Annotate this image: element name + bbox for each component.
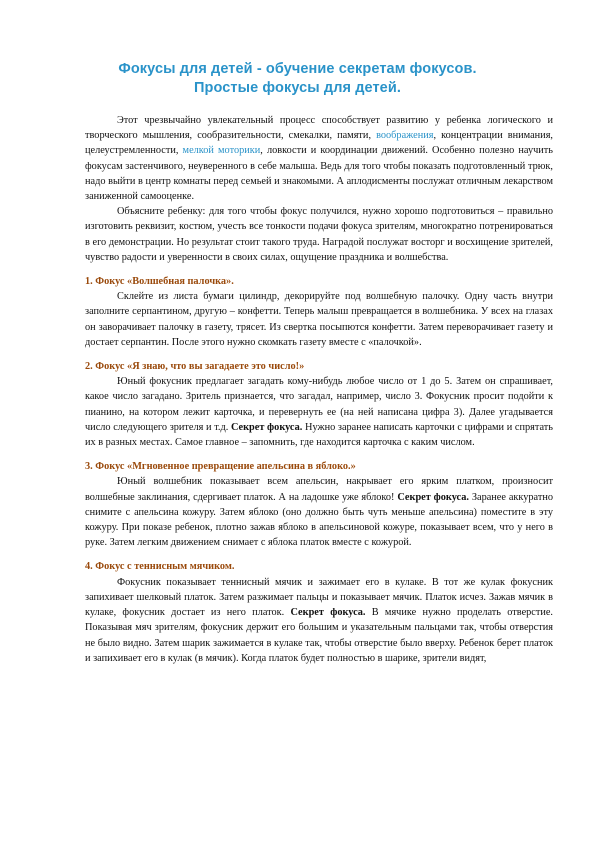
section-2-secret: Секрет фокуса.: [230, 421, 303, 433]
section-2-text-a: Юный фокусник предлагает загадать кому-нибудь любое число от 1 до 5. Затем он спрашивает, какое число загадано. Зритель признается, что загадал, например, число 3. Фокусник просит подойти к пианино, на котором лежит карточка, и перевернуть ее (на ней написана цифра 3). Далее угадывается число следующего зрителя и т.д.: [85, 376, 553, 433]
section-4-secret: Секрет фокуса.: [290, 607, 366, 619]
intro-text-3: , ловкости и координации движений. Особенно полезно научить фокусам застенчивого, неуверенного в себе малыша. Ведь для того чтобы показать подготовленный трюк, надо выйти в центр комнаты перед семьей и знакомыми. А аплодисменты послужат отличным лекарством заниженной самооценке.: [85, 145, 553, 203]
section-paragraph-3: [85, 474, 553, 550]
section-paragraph-2: [85, 374, 553, 450]
section-heading-3: 3. Фокус «Мгновенное превращение апельсина в яблоко.»: [85, 461, 356, 473]
intro-text-1: Этот чрезвычайно увлекательный процесс способствует развитию у ребенка логического и творческого мышления, сообразительности, смекалки, памяти,: [85, 115, 553, 142]
section-1-text: Склейте из листа бумаги цилиндр, декорируйте под волшебную палочку. Одну часть внутри заполните серпантином, другую – конфетти. Теперь малыш превращается в волшебника. У всех на глазах он заворачивает палочку в газету, трясет. Из свертка посыпются конфетти. Затем переворачивает газету и достает серпантин. После этого нужно скомкать газету вместе с «палочкой».: [85, 291, 553, 348]
intro-paragraph-1: [85, 113, 553, 204]
intro-paragraph-2: Объясните ребенку: для того чтобы фокус получился, нужно хорошо подготовиться – правильно изготовить реквизит, костюм, учесть все тонкости подачи фокуса зрителям, многократно потренироваться в его демонстрации. Но результат стоит такого труда. Наградой послужат восторг и восхищение зрителей, чувство радости и уверенности в своих силах, ощущение праздника и волшебства.: [85, 206, 553, 263]
section-2-text-b: Нужно заранее написать карточки с цифрами и спрятать их в разных местах. Самое главное – запомнить, где находится карточка с каким числом.: [85, 421, 553, 449]
section-3-text-b: Заранее аккуратно снимите с апельсина кожуру. Затем яблоко (оно должно быть чуть меньше апельсина) поместите в эту кожуру. При показе ребенок, плотно зажав яблоко в апельсиновой кожуре, показывает всем, что у него в руке. Затем легким движением снимает с яблока платок вместе с кожурой.: [85, 491, 554, 549]
section-paragraph-4: [85, 575, 553, 666]
intro-text-2: , концентрации внимания, целеустремленности,: [85, 130, 554, 157]
page-title: [60, 60, 535, 98]
article-body: [85, 113, 553, 666]
title-line-2: Простые фокусы для детей.: [194, 80, 401, 96]
title-line-1: Фокусы для детей - обучение секретам фокусов.: [118, 61, 477, 77]
section-paragraph-1: [85, 289, 553, 350]
section-heading-4: 4. Фокус с теннисным мячиком.: [85, 561, 235, 573]
section-3-secret: Секрет фокуса.: [397, 491, 469, 503]
section-3-text-a: Юный волшебник показывает всем апельсин, накрывает его ярким платком, произносит волшебные заклинания, сдергивает платок. А на ладошке уже яблоко!: [85, 476, 553, 503]
section-4-text-a: Фокусник показывает теннисный мячик и зажимает его в кулаке. В тот же кулак фокусник запихивает шелковый платок. Затем разжимает пальцы и показывает мячик. Платок исчез. Зажав мячик в кулаке, фокусник достает из него платок.: [85, 576, 553, 619]
link-fine-motor[interactable]: мелкой моторики: [182, 145, 261, 157]
section-heading-1: 1. Фокус «Волшебная палочка».: [85, 276, 234, 288]
section-4-text-b: В мячике нужно проделать отверстие. Показывая мяч зрителям, фокусник держит его большим и указательным пальцами так, чтобы отверстия не было видно. Затем шарик зажимается в кулаке так, чтобы отверстие было вверху. Ребенок берет платок и запихивает его в кулак (в мячик). Когда платок будет полностью в шарике, зрители видят,: [85, 607, 554, 664]
link-imagination[interactable]: воображения: [376, 130, 434, 142]
section-heading-2: 2. Фокус «Я знаю, что вы загадаете это число!»: [85, 361, 305, 373]
